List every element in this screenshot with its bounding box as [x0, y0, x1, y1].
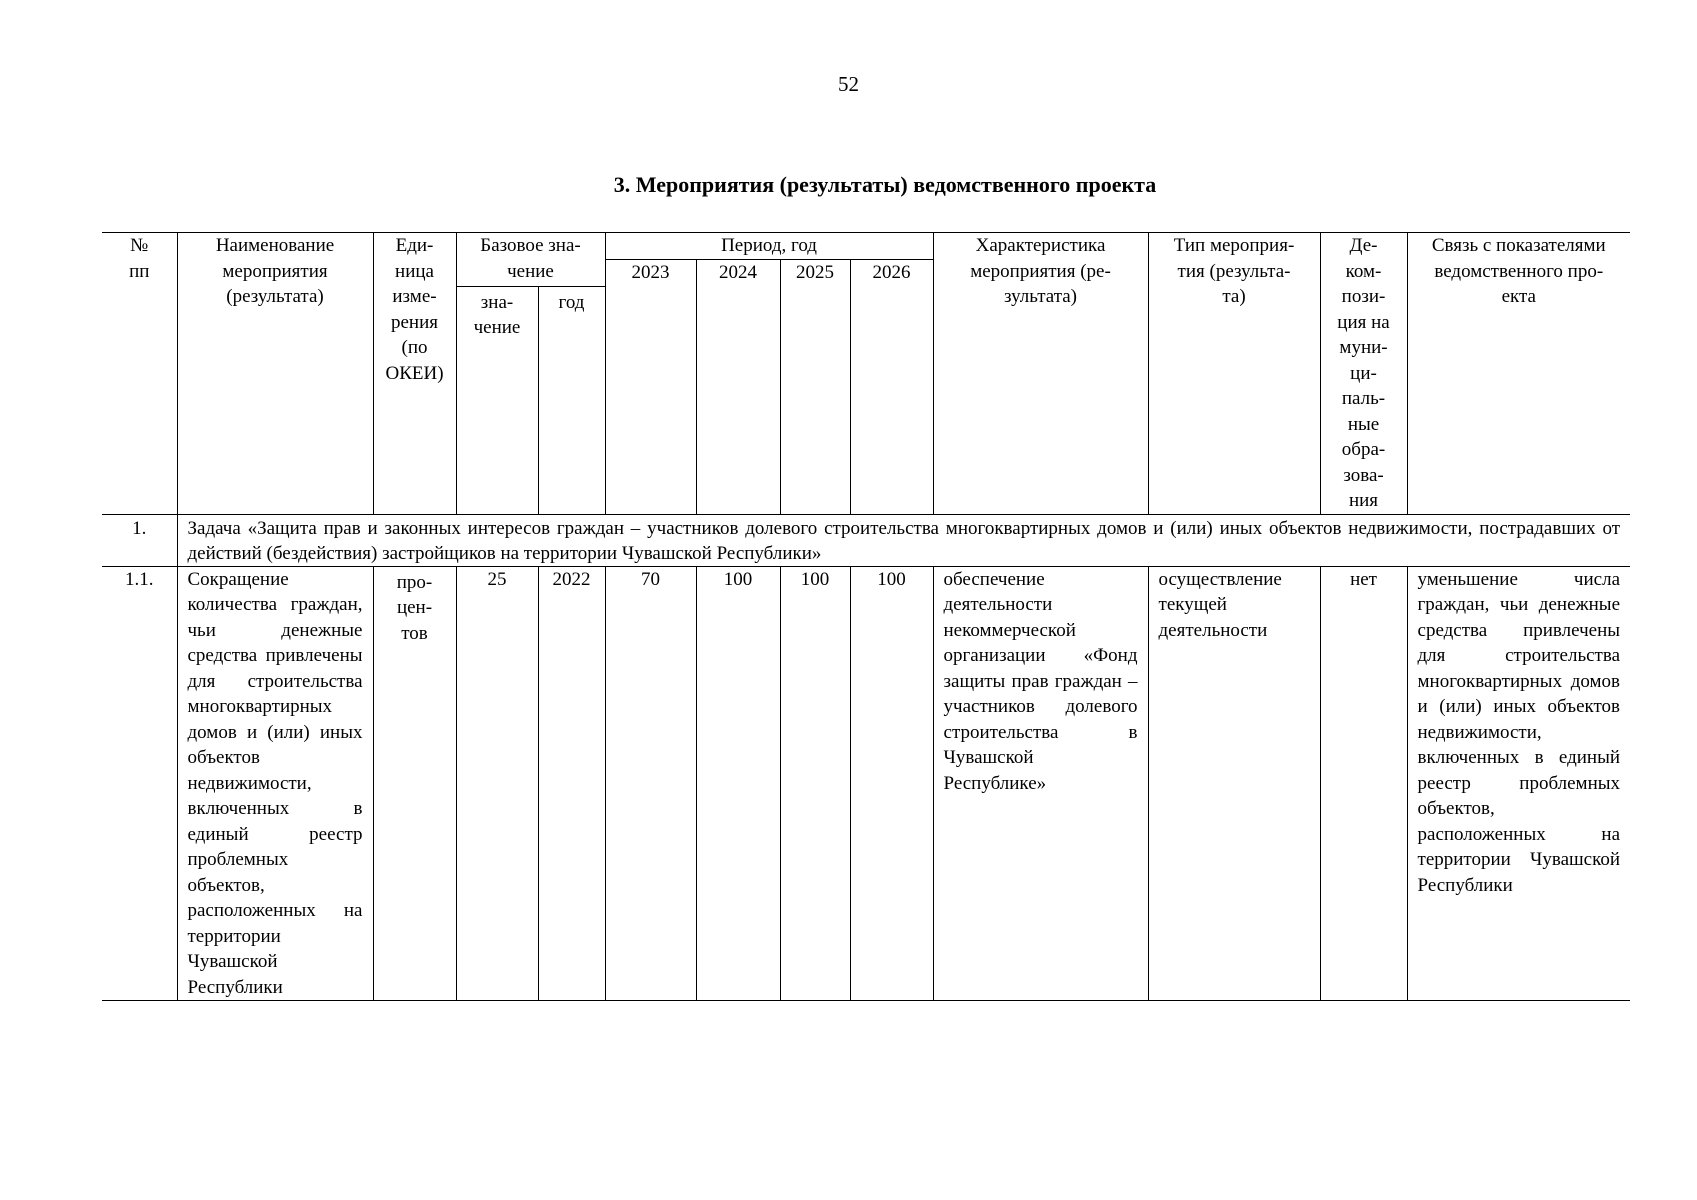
- header-num: № пп: [102, 233, 177, 515]
- row-decomposition: нет: [1320, 566, 1407, 1001]
- row-characteristic: обеспечение деятельности некоммерческой организации «Фонд защиты прав граждан – участников долевого строительства в Чувашской Республике»: [933, 566, 1148, 1001]
- row-name: Сокращение количества граждан, чьи денежные средства привлечены для строительства многоквартирных домов и (или) иных объектов недвижимости, включенных в единый реестр проблемных объектов, расположенных на территории Чувашской Республики: [177, 566, 373, 1001]
- header-name: Наименование мероприятия (результата): [177, 233, 373, 515]
- header-unit: Еди- ница изме- рения (по ОКЕИ): [373, 233, 456, 515]
- header-base-value: зна- чение: [456, 286, 538, 514]
- task-num: 1.: [102, 514, 177, 566]
- row-type: осуществление текущей деятельности: [1148, 566, 1320, 1001]
- task-text: Задача «Защита прав и законных интересов граждан – участников долевого строительства многоквартирных домов и (или) иных объектов недвижимости, пострадавших от действий (бездействия) застройщиков на территории Чувашской Республики»: [177, 514, 1630, 566]
- header-type: Тип мероприя- тия (результа- та): [1148, 233, 1320, 515]
- header-year-2023: 2023: [605, 260, 696, 515]
- task-row: [102, 514, 1630, 566]
- header-link: Связь с показателями ведомственного про- екта: [1407, 233, 1630, 515]
- header-decomposition: Де- ком- пози- ция на муни- ци- паль- ные обра- зова- ния: [1320, 233, 1407, 515]
- header-year-2026: 2026: [850, 260, 933, 515]
- header-period: Период, год: [605, 233, 933, 260]
- table-row: [102, 566, 1630, 1001]
- measures-table: [102, 232, 1630, 1001]
- row-value-2024: 100: [696, 566, 780, 1001]
- row-base-year: 2022: [538, 566, 605, 1001]
- row-num: 1.1.: [102, 566, 177, 1001]
- header-year-2025: 2025: [780, 260, 850, 515]
- row-link: уменьшение числа граждан, чьи денежные средства привлечены для строительства многоквартирных домов и (или) иных объектов недвижимости, включенных в единый реестр проблемных объектов, расположенных на территории Чувашской Республики: [1407, 566, 1630, 1001]
- page-number: 52: [838, 72, 859, 96]
- header-base: Базовое зна- чение: [456, 233, 605, 287]
- row-base-value: 25: [456, 566, 538, 1001]
- header-characteristic: Характеристика мероприятия (ре- зультата): [933, 233, 1148, 515]
- row-value-2023: 70: [605, 566, 696, 1001]
- header-year-2024: 2024: [696, 260, 780, 515]
- row-value-2026: 100: [850, 566, 933, 1001]
- row-value-2025: 100: [780, 566, 850, 1001]
- header-base-year: год: [538, 286, 605, 514]
- section-title: 3. Мероприятия (результаты) ведомственного проекта: [613, 172, 1157, 197]
- row-unit: про- цен- тов: [373, 566, 456, 1001]
